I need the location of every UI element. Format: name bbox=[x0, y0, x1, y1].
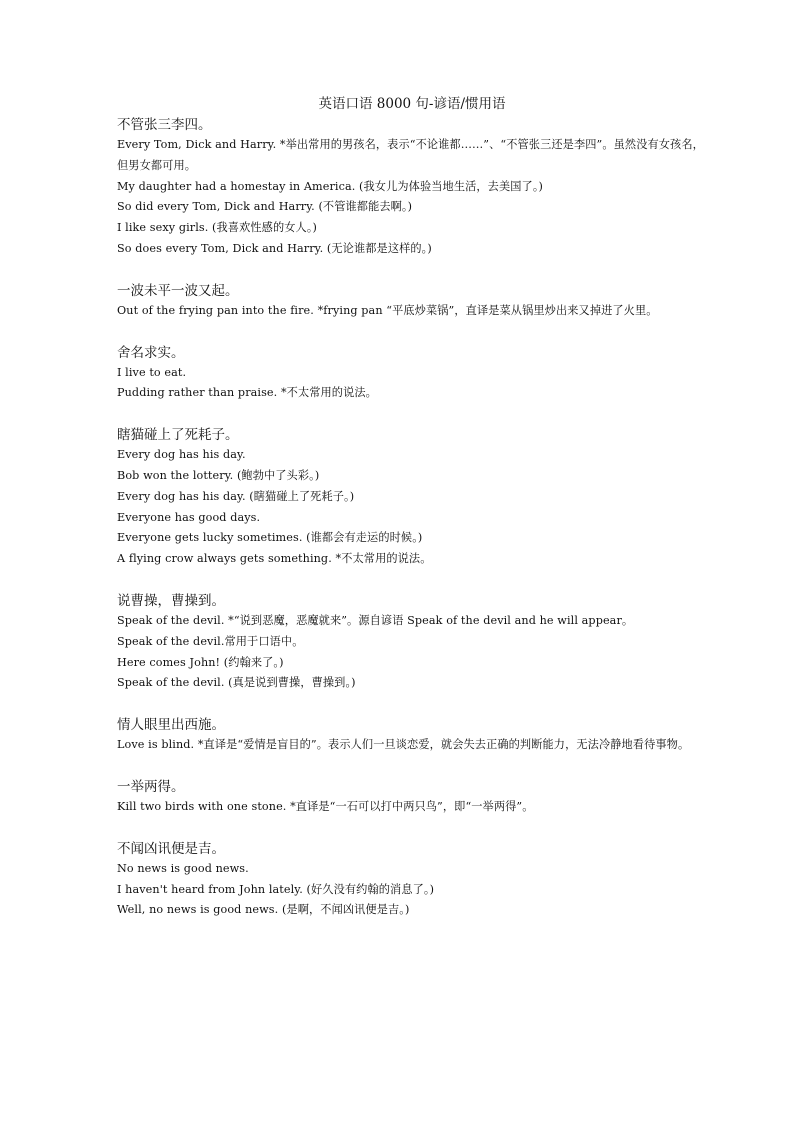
example-line: Speak of the devil.常用于口语中。 bbox=[117, 634, 304, 648]
example-line: Out of the frying pan into the fire. *frying pan “平底炒菜锅”，直译是菜从锅里炒出来又掉进了火里。 bbox=[117, 303, 658, 317]
example-line: Speak of the devil. *“说到恶魔，恶魔就来”。源自谚语 Speak of the devil and he will appear。 bbox=[117, 613, 634, 627]
example-line: Pudding rather than praise. *不太常用的说法。 bbox=[117, 386, 377, 400]
section-gap bbox=[117, 322, 707, 343]
section-heading: 一举两得。 bbox=[117, 778, 185, 795]
example-line: Here comes John! (约翰来了。) bbox=[117, 655, 284, 669]
proverb-section bbox=[117, 281, 707, 322]
proverb-section bbox=[117, 839, 707, 921]
section-heading: 说曹操，曹操到。 bbox=[117, 592, 225, 609]
document-page bbox=[117, 94, 707, 921]
example-line: So does every Tom, Dick and Harry. (无论谁都是这样的。) bbox=[117, 241, 432, 255]
example-line: Well, no news is good news. (是啊，不闻凶讯便是吉。) bbox=[117, 903, 410, 917]
example-line: I live to eat. bbox=[117, 365, 187, 379]
example-line: My daughter had a homestay in America. (我女儿为体验当地生活，去美国了。) bbox=[117, 179, 543, 193]
example-line: Speak of the devil. (真是说到曹操，曹操到。) bbox=[117, 676, 356, 690]
example-line: I like sexy girls. (我喜欢性感的女人。) bbox=[117, 221, 317, 235]
proverb-section bbox=[117, 343, 707, 405]
section-gap bbox=[117, 756, 707, 777]
sections-container bbox=[117, 115, 707, 921]
proverb-section bbox=[117, 115, 707, 260]
example-line: No news is good news. bbox=[117, 861, 249, 875]
example-line: Every dog has his day. bbox=[117, 448, 246, 462]
example-line: Every dog has his day. (瞎猫碰上了死耗子。) bbox=[117, 489, 355, 503]
example-line: Love is blind. *直译是“爱情是盲目的”。表示人们一旦谈恋爱，就会失去正确的判断能力，无法冷静地看待事物。 bbox=[117, 738, 690, 752]
proverb-section bbox=[117, 425, 707, 570]
example-line: So did every Tom, Dick and Harry. (不管谁都能去啊。) bbox=[117, 200, 413, 214]
proverb-section bbox=[117, 591, 707, 694]
section-gap bbox=[117, 818, 707, 839]
section-heading: 不闻凶讯便是吉。 bbox=[117, 840, 225, 857]
proverb-section bbox=[117, 777, 707, 818]
section-gap bbox=[117, 404, 707, 425]
example-line: Everyone has good days. bbox=[117, 510, 261, 524]
example-line: Kill two birds with one stone. *直译是“一石可以打中两只鸟”，即“一举两得”。 bbox=[117, 799, 534, 813]
section-gap bbox=[117, 570, 707, 591]
example-line: A flying crow always gets something. *不太常用的说法。 bbox=[117, 552, 432, 566]
example-line: Every Tom, Dick and Harry. *举出常用的男孩名，表示“不论谁都……”、“不管张三还是李四”。虽然没有女孩名，但男女都可用。 bbox=[117, 138, 704, 172]
example-line: Everyone gets lucky sometimes. (谁都会有走运的时候。) bbox=[117, 531, 423, 545]
section-gap bbox=[117, 260, 707, 281]
section-heading: 一波未平一波又起。 bbox=[117, 282, 239, 299]
section-gap bbox=[117, 694, 707, 715]
example-line: I haven't heard from John lately. (好久没有约翰的消息了。) bbox=[117, 882, 435, 896]
section-heading: 舍名求实。 bbox=[117, 344, 185, 361]
section-heading: 瞎猫碰上了死耗子。 bbox=[117, 427, 239, 444]
document-title: 英语口语 8000 句-谚语/惯用语 bbox=[318, 96, 506, 112]
example-line: Bob won the lottery. (鲍勃中了头彩。) bbox=[117, 468, 320, 482]
proverb-section bbox=[117, 715, 707, 756]
section-heading: 不管张三李四。 bbox=[117, 117, 212, 133]
section-heading: 情人眼里出西施。 bbox=[117, 717, 225, 734]
